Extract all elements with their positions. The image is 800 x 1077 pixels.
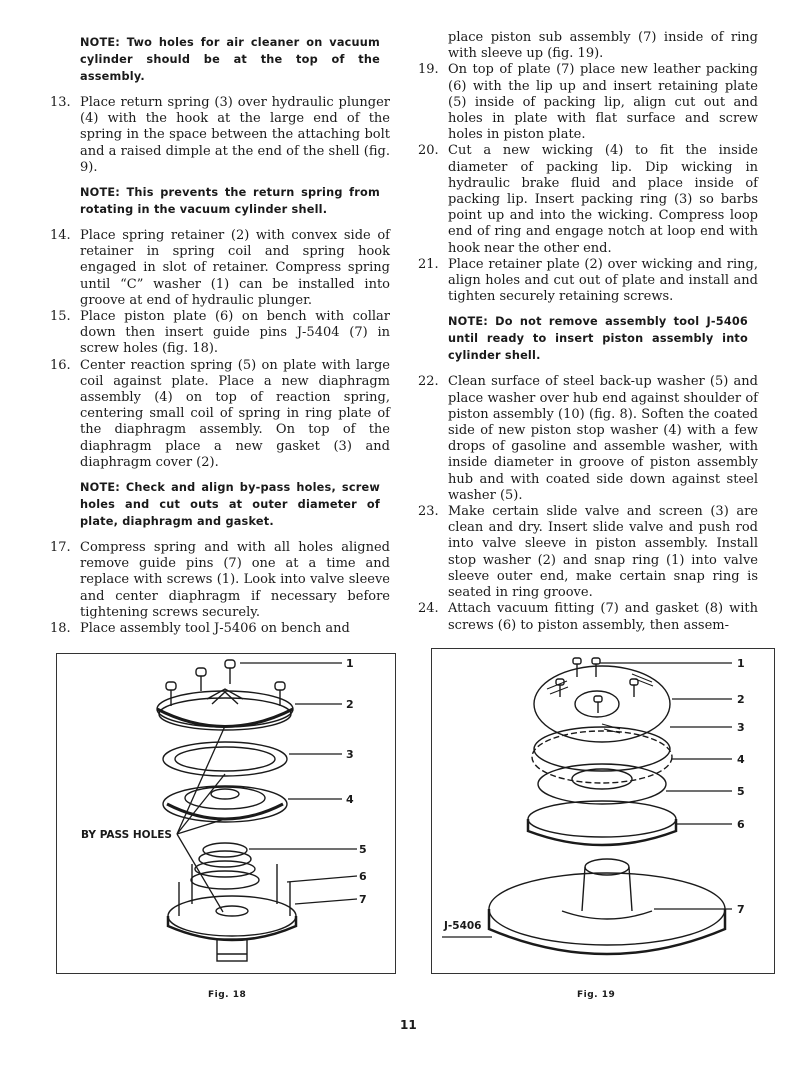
step-number: 17. [50, 540, 71, 556]
figure-19-drawing [432, 649, 774, 973]
diaphragm-part [163, 786, 287, 822]
piston-plate-part [168, 864, 296, 961]
assembly-tool-part [489, 859, 725, 954]
tool-label: J-5406 [444, 920, 482, 932]
leather-packing-part [528, 801, 676, 845]
callout-5: 5 [359, 843, 367, 856]
instruction-step [418, 374, 758, 504]
step-number: 24. [418, 601, 439, 617]
step-text: Cut a new wicking (4) to fit the inside diameter of packing lip. Dip wicking in hydraulic brake fluid and place inside of packing lip. Insert packing ring (3) so barbs point up and into the wicking. Compress loop end of ring and engage notch at loop end with hook near the other end. [448, 143, 758, 256]
callout-5: 5 [737, 785, 745, 798]
callout-1: 1 [346, 657, 354, 670]
instruction-step [418, 62, 758, 143]
instruction-step [50, 309, 390, 358]
callout-3: 3 [737, 721, 745, 734]
gasket-part [163, 742, 287, 776]
right-column [418, 30, 758, 634]
step-number: 16. [50, 357, 71, 373]
figure-18-caption: Fig. 18 [208, 990, 247, 1000]
callout-4: 4 [737, 753, 745, 766]
callout-1: 1 [737, 657, 745, 670]
step-number: 15. [50, 309, 71, 325]
step-number: 14. [50, 228, 71, 244]
note-paragraph: NOTE: This prevents the return spring from rotating in the vacuum cylinder shell. [80, 186, 380, 217]
note-paragraph: NOTE: Do not remove assembly tool J-5406 until ready to insert piston assembly into cylinder shell. [448, 315, 748, 363]
figure-19-caption: Fig. 19 [577, 990, 616, 1000]
step-number: 22. [418, 374, 439, 390]
step-text: Place assembly tool J-5406 on bench and [80, 621, 350, 637]
step-number: 20. [418, 143, 439, 159]
callout-2: 2 [346, 698, 354, 711]
instruction-step [50, 95, 390, 176]
step-text: Clean surface of steel back-up washer (5) and place washer over hub end against shoulder of piston assembly (10) (fig. 8). Soften the coated side of new piston stop washer (4) with a few drops of gasoline and assemble washer, with inside diameter in groove of piston assembly hub and with coated side down against steel washer (5). [448, 374, 758, 503]
instruction-step [418, 257, 758, 306]
note-paragraph: NOTE: Check and align by-pass holes, screw holes and cut outs at outer diameter of plate, diaphragm and gasket. [80, 481, 380, 529]
figure-18 [56, 653, 396, 974]
continued-step-text: place piston sub assembly (7) inside of ring with sleeve up (fig. 19). [448, 30, 758, 62]
callout-6: 6 [359, 870, 367, 883]
callout-3: 3 [346, 748, 354, 761]
step-number: 18. [50, 621, 71, 637]
instruction-step [50, 228, 390, 309]
callout-6: 6 [737, 818, 745, 831]
screw-icon [166, 660, 285, 706]
step-text: Attach vacuum fitting (7) and gasket (8) with screws (6) to piston assembly, then assem- [448, 601, 758, 633]
callout-4: 4 [346, 793, 354, 806]
step-number: 23. [418, 504, 439, 520]
retaining-plate-part [538, 764, 666, 804]
figure-18-drawing [57, 654, 395, 973]
step-text: Place retainer plate (2) over wicking and ring, align holes and cut out of plate and install and tighten securely retaining screws. [448, 256, 758, 305]
instruction-step [418, 504, 758, 601]
step-text: Place piston plate (6) on bench with collar down then insert guide pins J-5404 (7) in screw holes (fig. 18). [80, 309, 390, 357]
callout-7: 7 [737, 903, 745, 916]
left-column [50, 30, 390, 637]
instruction-step [418, 601, 758, 633]
step-text: Center reaction spring (5) on plate with large coil against plate. Place a new diaphragm assembly (4) on top of reaction spring, centering small coil of spring in ring plate of the diaphragm assembly. On top of the diaphragm place a new gasket (3) and diaphragm cover (2). [80, 357, 390, 470]
note-paragraph: NOTE: Two holes for air cleaner on vacuum cylinder should be at the top of the assembly. [80, 36, 380, 83]
callout-2: 2 [737, 693, 745, 706]
step-text: Place return spring (3) over hydraulic plunger (4) with the hook at the large end of the spring in the space between the attaching bolt and a raised dimple at the end of the shell (fig. 9). [80, 95, 390, 175]
diaphragm-cover-part [157, 689, 293, 730]
retainer-plate-part [534, 658, 670, 742]
step-number: 19. [418, 62, 439, 78]
step-number: 21. [418, 256, 439, 272]
instruction-step [418, 143, 758, 256]
callout-7: 7 [359, 893, 367, 906]
step-text: On top of plate (7) place new leather packing (6) with the lip up and insert retaining plate (5) inside of packing lip, align cut out and holes in plate with flat surface and screw holes in piston plate. [448, 62, 758, 143]
instruction-step [50, 621, 390, 637]
figure-19 [431, 648, 775, 974]
page-number: 11 [400, 1018, 417, 1032]
instruction-step [50, 358, 390, 471]
packing-ring-part [532, 727, 672, 783]
step-text: Compress spring and with all holes aligned remove guide pins (7) one at a time and replace with screws (1). Look into valve sleeve and center diaphragm if necessary before tightening screws securely. [80, 540, 390, 620]
instruction-step [50, 540, 390, 621]
step-number: 13. [50, 95, 71, 110]
reaction-spring-part [191, 843, 259, 889]
step-text: Place spring retainer (2) with convex side of retainer in spring coil and spring hook engaged in slot of retainer. Compress spring until “C” washer (1) can be installed into groove at end of hydraulic plunger. [80, 228, 390, 308]
bypass-holes-label: BY PASS HOLES [81, 829, 172, 841]
step-text: Make certain slide valve and screen (3) are clean and dry. Insert slide valve and push rod into valve sleeve in piston assembly. Install stop washer (2) and snap ring (1) into valve sleeve outer end, make certain snap ring is seated in ring groove. [448, 504, 758, 601]
